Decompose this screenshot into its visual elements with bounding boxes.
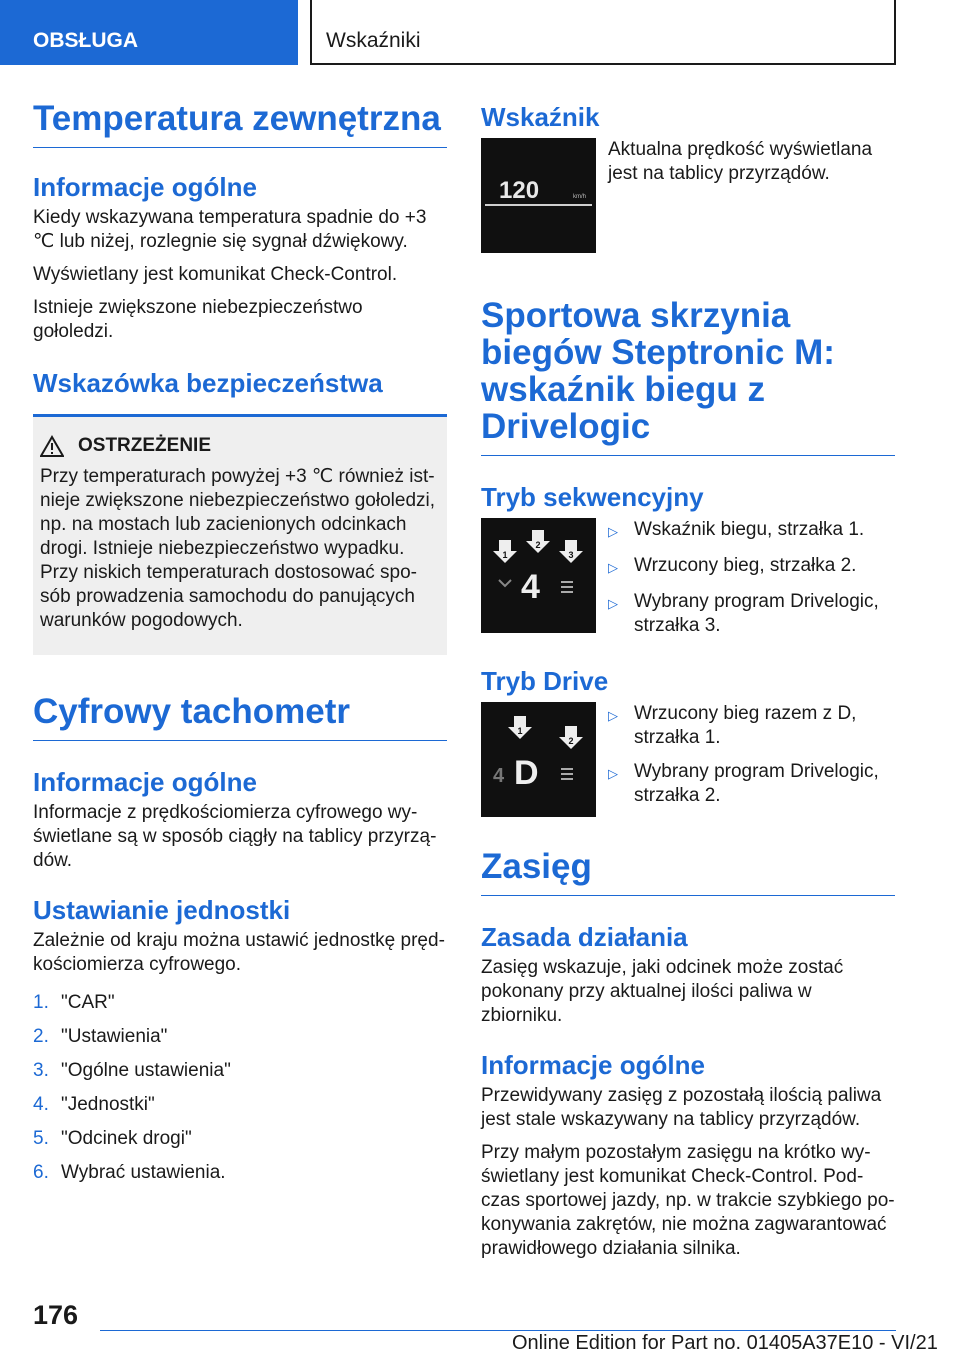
subtitle-drive: Tryb Drive <box>481 666 609 696</box>
indicator-text: Aktualna prędkość wyświetlana jest na tablicy przyrządów. <box>608 139 873 184</box>
drive-list <box>608 702 895 818</box>
temp-paragraph-3: Istnieje zwiększone niebezpieczeństwo gołoledzi. <box>33 297 363 342</box>
drive-row <box>481 702 895 818</box>
left-column <box>33 100 447 1195</box>
list-item: 3. "Ogólne ustawienia" <box>33 1060 231 1081</box>
subtitle-general-info: Informacje ogólne <box>33 172 257 202</box>
warning-box <box>33 414 447 655</box>
warning-heading <box>40 435 439 457</box>
chapter-tab[interactable]: Wskaźniki <box>310 0 896 65</box>
subtitle-range-general: Informacje ogólne <box>481 1050 705 1080</box>
principle-text: Zasięg wskazuje, jaki odcinek może zostać pokonany przy aktualnej ilości paliwa w zbiorniku. <box>481 957 844 1026</box>
steps-list <box>33 991 447 1185</box>
list-item: ▷ Wybrany program Drivelogic, strzałka 2. <box>608 761 879 806</box>
speed-value: 120 <box>499 177 540 204</box>
indicator-row <box>481 138 895 253</box>
range-paragraph-2: Przy małym pozostałym zasięgu na krótko wyświetlany jest komunikat Check-Control. Podczas sportowej jazdy, np. w trakcie szybkiego pokonywania zakrętów, nie można zagwarantować prawidłowego działania silnika. <box>481 1142 895 1259</box>
list-item: 5. "Odcinek drogi" <box>33 1128 192 1149</box>
bullet-triangle-icon: ▷ <box>608 766 618 781</box>
section-title-tachometer: Cyfrowy tachometr <box>33 693 447 741</box>
list-item: ▷ Wskaźnik biegu, strzałka 1. <box>608 518 895 544</box>
speed-display-image <box>481 138 596 253</box>
section-title-gearbox: Sportowa skrzynia biegów Steptronic M: wskaźnik biegu z Drivelogic <box>481 297 895 456</box>
list-item: 1. "CAR" <box>33 992 115 1013</box>
sequential-gear-value: 4 <box>521 568 540 606</box>
temp-paragraph-2: Wyświetlany jest komunikat Check-Control. <box>33 264 398 285</box>
list-item: 4. "Jednostki" <box>33 1094 155 1115</box>
tacho-paragraph: Informacje z prędkościomierza cyfrowego wyświetlane są w sposób ciągły na tablicy przyrządów. <box>33 802 437 871</box>
range-paragraph-1: Przewidywany zasięg z pozostałą ilością paliwa jest stale wskazywany na tablicy przyrządów. <box>481 1085 882 1130</box>
drive-small-gear: 4 <box>493 765 505 787</box>
footer-divider <box>100 1330 896 1331</box>
page-number: 176 <box>33 1300 79 1330</box>
svg-text:1: 1 <box>517 726 523 736</box>
sequential-row <box>481 518 895 648</box>
subtitle-safety: Wskazówka bezpieczeństwa <box>33 368 383 398</box>
svg-text:1: 1 <box>502 550 508 560</box>
svg-text:2: 2 <box>568 736 574 746</box>
section-title-range: Zasięg <box>481 848 895 896</box>
sequential-mode-image <box>481 518 596 633</box>
right-column <box>481 100 895 1261</box>
subtitle-tacho-general: Informacje ogólne <box>33 767 257 797</box>
section-title-temperature: Temperatura zewnętrzna <box>33 100 447 148</box>
unit-paragraph: Zależnie od kraju można ustawić jednostkę prędkościomierza cyfrowego. <box>33 930 445 975</box>
section-tab[interactable]: OBSŁUGA <box>0 0 298 65</box>
list-item: ▷ Wrzucony bieg, strzałka 2. <box>608 554 895 580</box>
svg-text:3: 3 <box>568 550 574 560</box>
bullet-triangle-icon: ▷ <box>608 560 618 575</box>
subtitle-indicator: Wskaźnik <box>481 102 600 132</box>
list-item: 6. Wybrać ustawienia. <box>33 1162 226 1183</box>
speed-unit: km/h <box>573 194 587 200</box>
list-item: ▷ Wybrany program Drivelogic, strzałka 3. <box>608 591 879 636</box>
drive-gear-value: D <box>514 754 539 792</box>
warning-label: OSTRZEŻENIE <box>78 435 212 456</box>
svg-text:2: 2 <box>535 540 541 550</box>
temp-paragraph-1: Kiedy wskazywana temperatura spadnie do +3 ℃ lub niżej, rozlegnie się sygnał dźwiękowy. <box>33 207 427 252</box>
warning-triangle-icon <box>40 435 64 457</box>
subtitle-unit-setting: Ustawianie jednostki <box>33 895 291 925</box>
sequential-list <box>608 518 895 648</box>
list-item: 2. "Ustawienia" <box>33 1026 168 1047</box>
bullet-triangle-icon: ▷ <box>608 524 618 539</box>
bullet-triangle-icon: ▷ <box>608 708 618 723</box>
subtitle-sequential: Tryb sekwencyjny <box>481 482 704 512</box>
warning-text: Przy temperaturach powyżej +3 ℃ również istnieje zwiększone niebezpieczeństwo gołoledzi, np. na mostach lub zacienionych odcinkach drogi. Istnieje niebezpieczeństwo wypadku. Przy niskich temperaturach dostosować sposób prowadzenia samochodu do panujących warunków pogodowych. <box>40 466 436 631</box>
drive-mode-image <box>481 702 596 817</box>
edition-text: Online Edition for Part no. 01405A37E10 - VI/21 <box>512 1332 938 1354</box>
bullet-triangle-icon: ▷ <box>608 596 618 611</box>
subtitle-principle: Zasada działania <box>481 922 688 952</box>
list-item: ▷ Wrzucony bieg razem z D, strzałka 1. <box>608 703 857 748</box>
